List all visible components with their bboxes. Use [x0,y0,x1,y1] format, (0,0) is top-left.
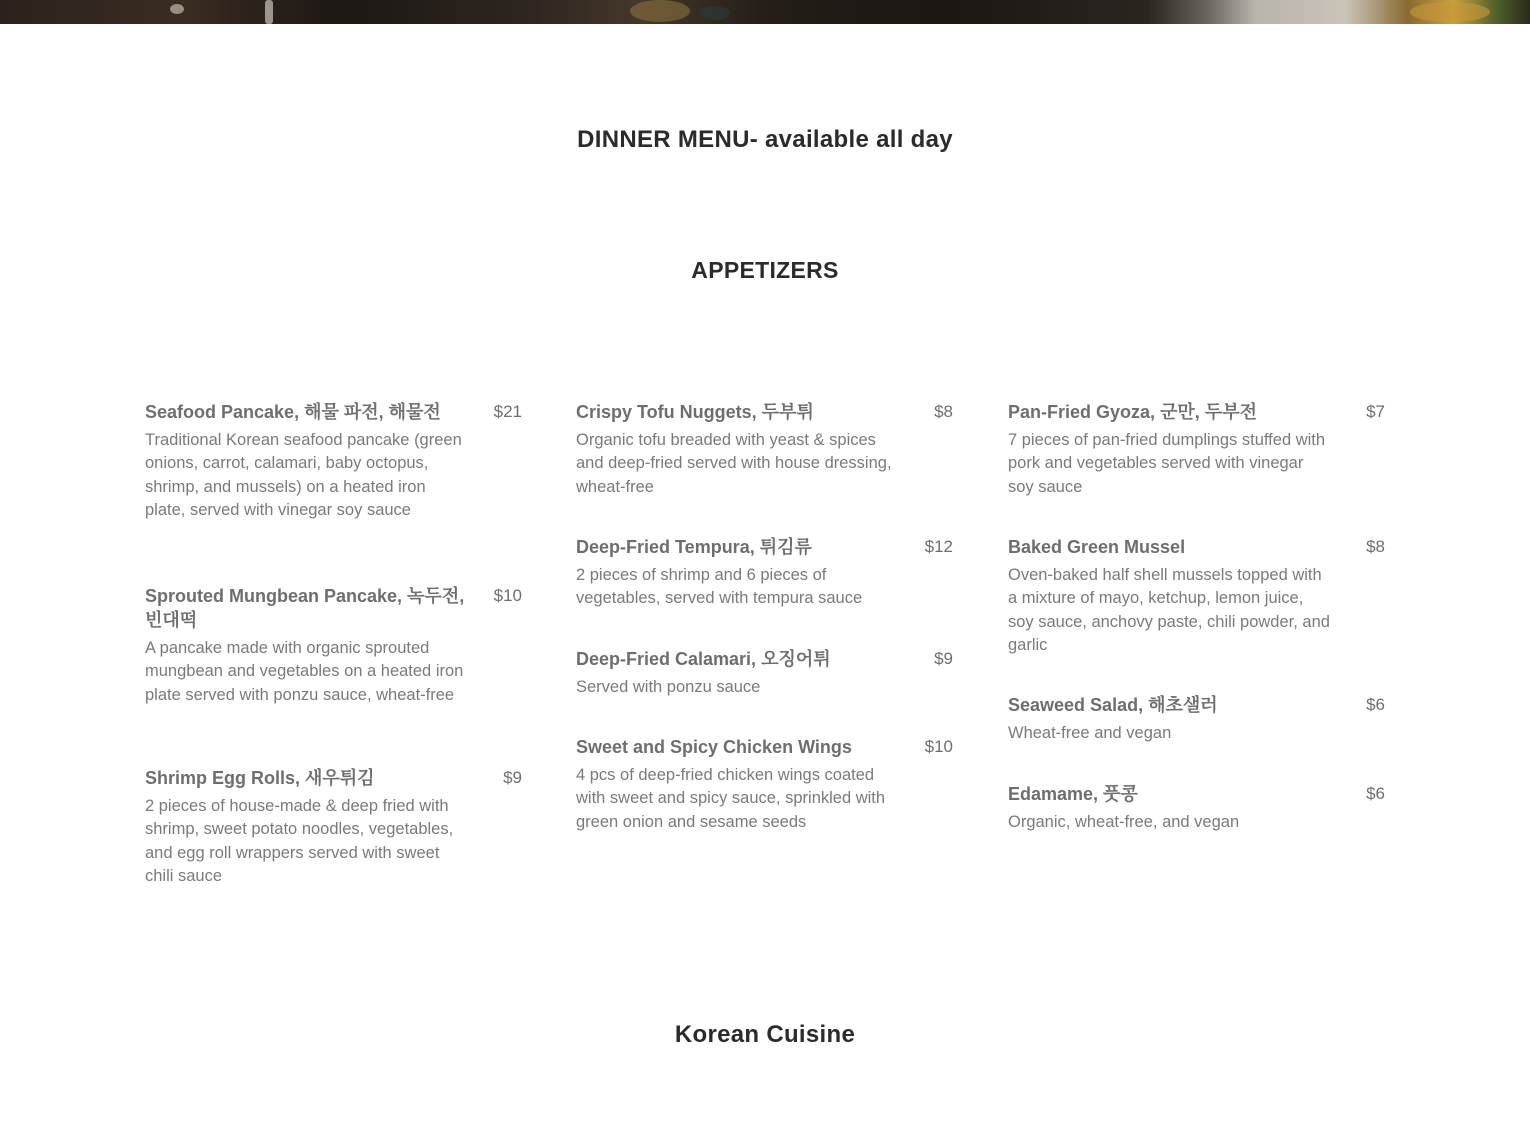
menu-item [576,647,953,735]
menu-item [576,735,953,834]
menu-item [145,400,522,584]
menu-item-description: 2 pieces of shrimp and 6 pieces of vegetables, served with tempura sauce [576,566,863,608]
menu-item-price: $10 [924,737,953,756]
menu-item [1008,782,1385,834]
menu-item-price: $9 [503,768,522,787]
menu-item-description: Traditional Korean seafood pancake (green onions, carrot, calamari, baby octopus, shrimp, and mussels) on a heated iron plate, served with vinegar soy sauce [145,431,462,520]
menu-item-name: Shrimp Egg Rolls, 새우튀김 [145,768,375,788]
menu-item-name: Crispy Tofu Nuggets, 두부튀 [576,402,814,422]
menu-column-3 [1008,400,1385,834]
menu-item-price: $9 [934,649,953,668]
menu-item-name: Deep-Fried Tempura, 튀김류 [576,537,812,557]
menu-item-name: Seaweed Salad, 해초샐러 [1008,695,1218,715]
menu-item-name: Sprouted Mungbean Pancake, 녹두전, 빈대떡 [145,586,465,630]
menu-item-description: A pancake made with organic sprouted mungbean and vegetables on a heated iron plate served with ponzu sauce, wheat-free [145,639,464,704]
menu-item-description: Organic tofu breaded with yeast & spices and deep-fried served with house dressing, wheat-free [576,431,892,496]
menu-item-price: $10 [493,586,522,605]
menu-item-price: $7 [1366,402,1385,421]
menu-item-price: $8 [1366,537,1385,556]
menu-item-price: $12 [924,537,953,556]
menu-item-description: Wheat-free and vegan [1008,724,1172,742]
menu-item-name: Edamame, 풋콩 [1008,784,1138,804]
menu-item [1008,400,1385,535]
menu-item [145,584,522,766]
menu-item-name: Seafood Pancake, 해물 파전, 해물전 [145,402,441,422]
menu-item-description: 2 pieces of house-made & deep fried with shrimp, sweet potato noodles, vegetables, and egg roll wrappers served with sweet chili sauce [145,797,454,886]
menu-item-description: 7 pieces of pan-fried dumplings stuffed with pork and vegetables served with vinegar soy sauce [1008,431,1326,496]
menu-item [145,766,522,889]
menu-item [576,535,953,647]
menu-item-description: 4 pcs of deep-fried chicken wings coated with sweet and spicy sauce, sprinkled with green onion and sesame seeds [576,766,886,831]
menu-column-2 [576,400,953,834]
section-title-appetizers: APPETIZERS [691,257,839,283]
menu-item-price: $8 [934,402,953,421]
menu-item-price: $6 [1366,695,1385,714]
menu-column-1 [145,400,522,889]
section-title-korean-cuisine: Korean Cuisine [674,1021,856,1048]
menu-item-description: Organic, wheat-free, and vegan [1008,813,1240,831]
menu-item-name: Sweet and Spicy Chicken Wings [576,737,852,757]
page-title: DINNER MENU- available all day [577,126,953,153]
menu-item-price: $6 [1366,784,1385,803]
menu-item-price: $21 [493,402,522,421]
menu-item [1008,693,1385,782]
menu-item-name: Deep-Fried Calamari, 오징어튀 [576,649,831,669]
menu-item-name: Pan-Fried Gyoza, 군만, 두부전 [1008,402,1257,422]
menu-item-description: Oven-baked half shell mussels topped with a mixture of mayo, ketchup, lemon juice, soy sauce, anchovy paste, chili powder, and garlic [1008,566,1330,655]
hero-image-strip [0,0,1530,24]
menu-item [576,400,953,535]
menu-item-name: Baked Green Mussel [1008,537,1186,557]
menu-item [1008,535,1385,693]
menu-item-description: Served with ponzu sauce [576,678,761,696]
